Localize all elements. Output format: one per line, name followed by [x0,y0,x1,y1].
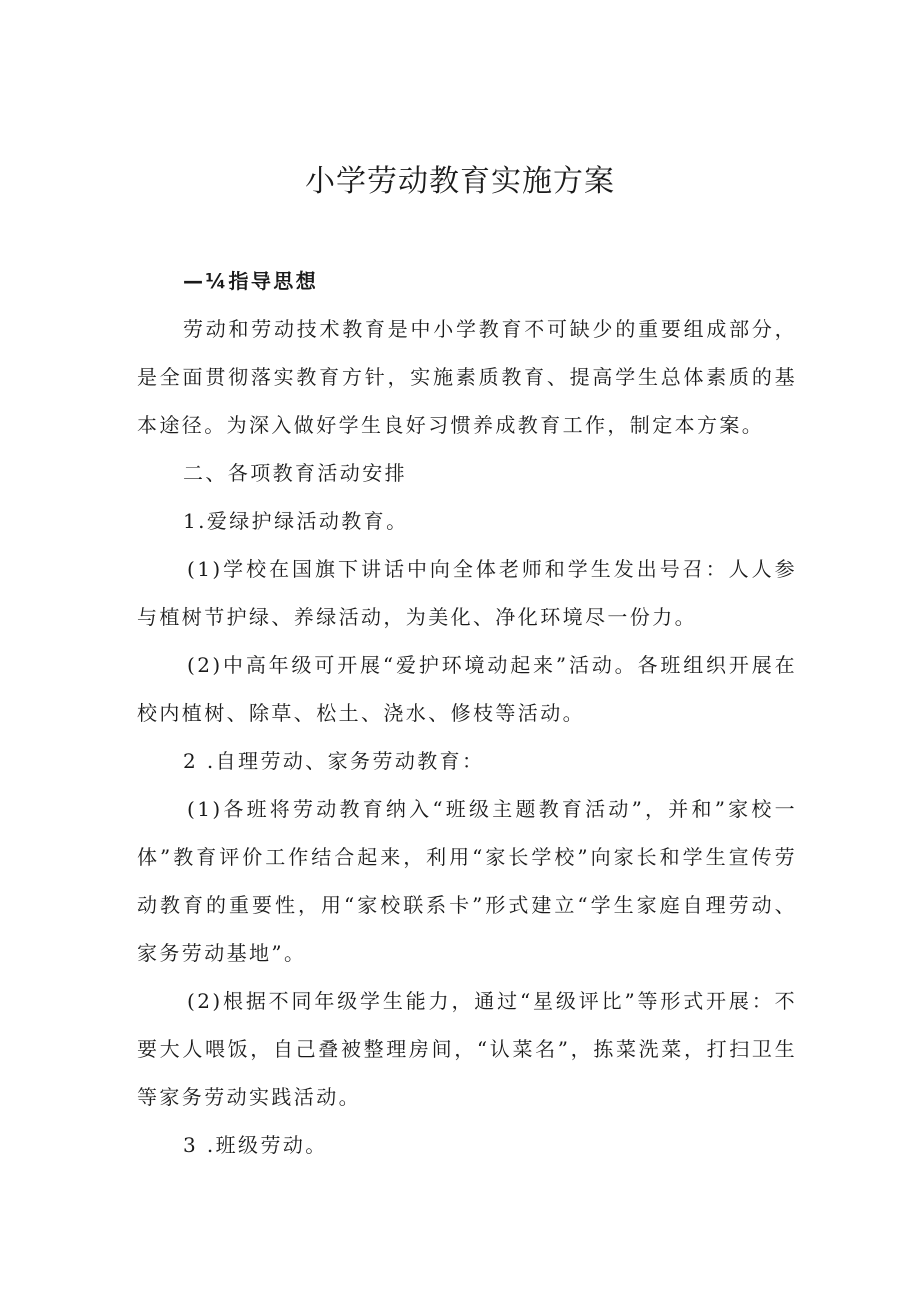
document-body [137,257,797,1169]
paragraph-green-care-1: (1)学校在国旗下讲话中向全体老师和学生发出号召：人人参与植树节护绿、养绿活动，为美化、净化环境尽一份力。 [137,557,797,629]
section-heading-activities: 二、各项教育活动安排 [183,461,407,485]
paragraph-self-care-1: (1)各班将劳动教育纳入“班级主题教育活动”，并和”家校一体”教育评价工作结合起来，利用“家长学校”向家长和学生宣传劳动教育的重要性，用“家校联系卡”形式建立“学生家庭自理劳动、家务劳动基地”。 [137,797,797,965]
subsection-heading-self-care: 2 .自理劳动、家务劳动教育： [183,749,485,773]
subsection-heading-green-care: 1.爱绿护绿活动教育。 [183,509,409,533]
section-heading-guiding-ideology: —¼指导思想 [183,269,319,293]
subsection-heading-class-labor: 3 .班级劳动。 [183,1133,328,1157]
paragraph-guiding-ideology: 劳动和劳动技术教育是中小学教育不可缺少的重要组成部分，是全面贯彻落实教育方针，实施素质教育、提高学生总体素质的基本途径。为深入做好学生良好习惯养成教育工作，制定本方案。 [137,317,797,437]
paragraph-self-care-2: (2)根据不同年级学生能力，通过“星级评比”等形式开展：不要大人喂饭，自己叠被整理房间，“认菜名”，拣菜洗菜，打扫卫生等家务劳动实践活动。 [137,989,797,1109]
document-title: 小学劳动教育实施方案 [305,164,615,199]
paragraph-green-care-2: (2)中高年级可开展“爱护环境动起来”活动。各班组织开展在校内植树、除草、松土、浇水、修枝等活动。 [137,653,797,725]
